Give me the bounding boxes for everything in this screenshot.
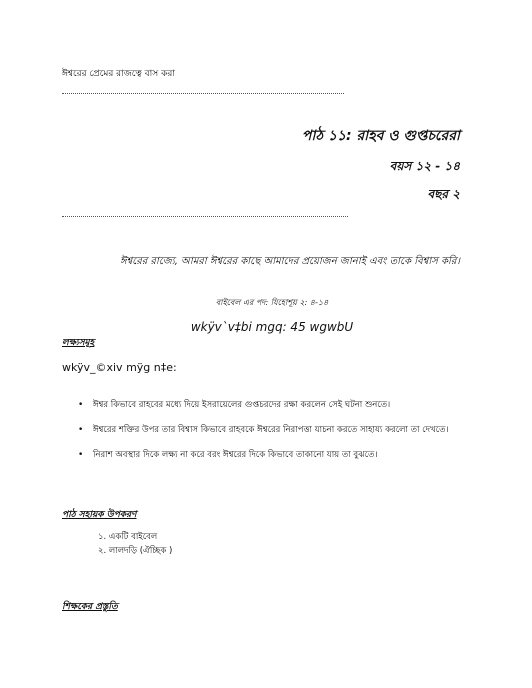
objective-item: • ঈশ্বর কিভাবে রাহবের মধ্যে দিয়ে ইসরায়েলের গুপ্তচরদের রক্ষা করলেন সেই ঘটনা শুনতে।	[78, 400, 391, 410]
dotted-divider	[62, 93, 344, 94]
bullet-icon: •	[78, 425, 84, 435]
age-range: বয়স ১২ - ১৪	[389, 159, 460, 173]
dotted-divider	[62, 216, 348, 217]
material-item: ১. একটি বাইবেল	[98, 532, 158, 542]
series-title: ঈশ্বরের প্রেমের রাজত্বে বাস করা	[62, 69, 175, 79]
objective-item: • নিরাশ অবস্থার দিকে লক্ষ্য না করে বরং ঈশ্বরের দিকে কিভাবে তাকানো যায় তা বুঝতে।	[78, 450, 378, 460]
objectives-heading: লক্ষ্যসমূহ	[62, 338, 95, 348]
materials-heading: পাঠ সহায়ক উপকরণ	[62, 510, 137, 520]
teacher-prep-heading: শিক্ষকের প্রস্তুতি	[62, 602, 118, 612]
bullet-icon: •	[78, 400, 84, 410]
material-item: ২. লালদড়ি (ঐচ্ছিক )	[98, 546, 173, 556]
objectives-intro: wkÿv_©xiv mÿg n‡e:	[62, 361, 177, 374]
year-label: বছর ২	[427, 187, 460, 201]
materials-list	[98, 530, 172, 558]
bullet-icon: •	[78, 450, 84, 460]
objective-item: • ঈশ্বরের শক্তির উপর তার বিশ্বাস কিভাবে রাহবকে ঈশ্বরের নিরাপত্তা যাচনা করতে সাহায্য করলো তা দেখতে।	[78, 425, 449, 435]
lesson-theme: ঈশ্বরের রাজ্যে, আমরা ঈশ্বরের কাছে আমাদের প্রয়োজন জানাই এবং তাকে বিশ্বাস করি।	[120, 256, 460, 267]
lesson-title: পাঠ ১১: রাহব ও গুপ্তচরেরা	[301, 128, 460, 144]
objectives-list	[78, 398, 478, 473]
memory-verse-line: wkÿv`v‡bi mgq: 45 wgwbU	[190, 320, 354, 334]
bible-passage: বাইবেল এর পদ: যিহোশূয় ২: ৪-১৪	[215, 298, 329, 307]
